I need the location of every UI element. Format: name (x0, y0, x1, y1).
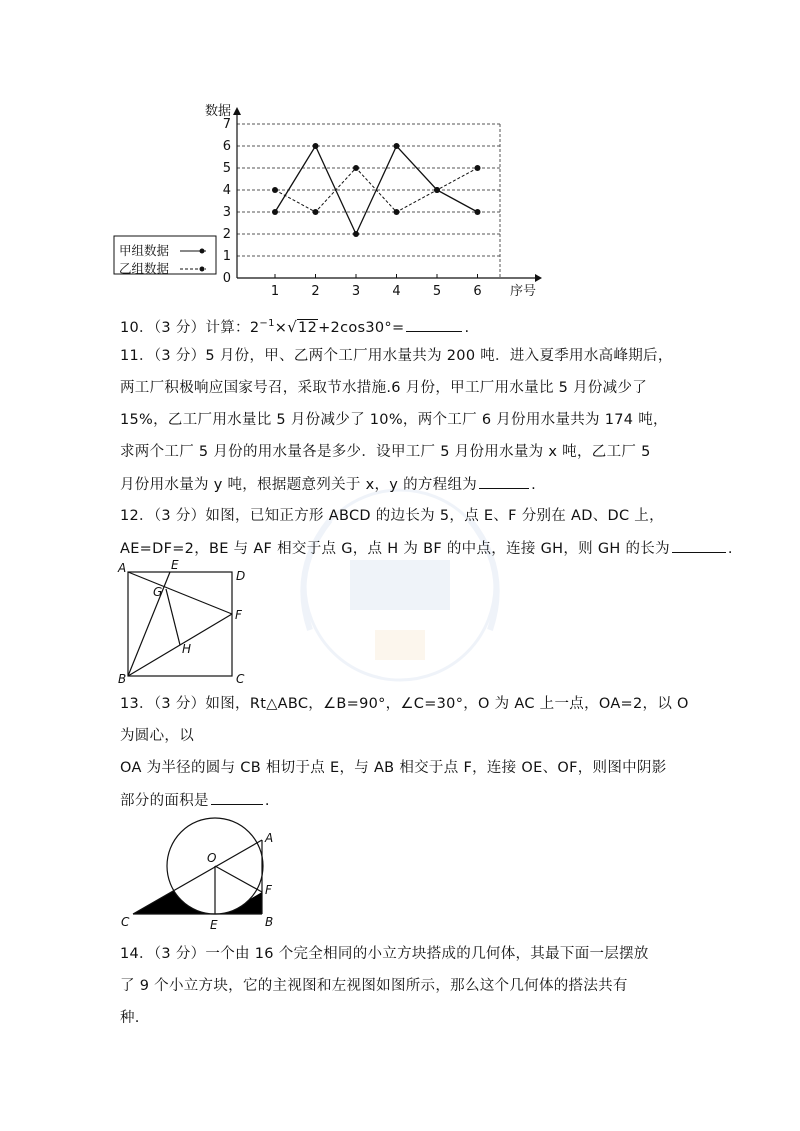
q13-line-4 (120, 790, 270, 811)
label-b: B (265, 915, 274, 929)
q12-line-2-end: . (727, 541, 733, 557)
label-c: C (236, 672, 245, 685)
x-tick-label: 6 (473, 284, 482, 299)
label-b: B (118, 672, 127, 685)
legend-label: 甲组数据 (119, 243, 170, 258)
q10-times: × (274, 319, 288, 336)
label-h: H (182, 642, 192, 656)
x-tick-label: 2 (311, 284, 320, 299)
legend-swatch-dot (200, 249, 205, 254)
q11-line-3: 15%，乙工厂用水量比 5 月份减少了 10%，两个工厂 6 月份用水量共为 174 吨， (120, 412, 668, 428)
data-point (272, 187, 278, 193)
data-point (434, 187, 440, 193)
x-tick-label: 5 (432, 284, 442, 299)
square-figure (115, 560, 255, 685)
data-point (353, 231, 359, 237)
y-axis-label: 数据 (205, 104, 232, 119)
x-tick-label: 1 (270, 284, 280, 299)
q14-line-1: 14．（3 分）一个由 16 个完全相同的小立方块搭成的几何体，其最下面一层摆放 (120, 946, 649, 962)
label-o: O (207, 851, 217, 865)
x-tick-label: 3 (351, 284, 361, 299)
data-point (313, 143, 319, 149)
q12-line-1: 12．（3 分）如图，已知正方形 ABCD 的边长为 5，点 E、F 分别在 AD、DC 上， (120, 508, 664, 524)
legend-swatch-dot (200, 267, 205, 272)
y-tick-label: 5 (222, 161, 231, 176)
q11-line-4: 求两个工厂 5 月份的用水量各是多少．设甲工厂 5 月份用水量为 x 吨，乙工厂 5 (120, 444, 651, 460)
y-tick-label: 1 (222, 249, 231, 264)
y-tick-label: 7 (222, 117, 231, 132)
q13-line-4-text: 部分的面积是 (120, 793, 209, 809)
y-tick-label: 6 (222, 139, 231, 154)
label-e: E (171, 560, 179, 572)
q10-rest: +2cos30°= (318, 319, 405, 336)
answer-blank (211, 790, 263, 805)
segment-be (128, 572, 170, 676)
q13-line-3: OA 为半径的圆与 CB 相切于点 E，与 AB 相交于点 F，连接 OE、OF，则图中阴影 (120, 760, 667, 776)
data-point (272, 209, 278, 215)
x-axis-arrow-icon (535, 274, 542, 282)
y-tick-label: 0 (222, 271, 231, 286)
q10-exponent: −1 (259, 318, 275, 329)
segment-af (128, 572, 232, 614)
q13-line-1: 13．（3 分）如图，Rt△ABC，∠B=90°，∠C=30°，O 为 AC 上一点，OA=2，以 O (120, 696, 689, 712)
data-point (394, 143, 400, 149)
q13-line-2: 为圆心，以 (120, 728, 194, 744)
q11-line-2: 两工厂积极响应国家号召，采取节水措施.6 月份，甲工厂用水量比 5 月份减少了 (120, 380, 648, 396)
q14-line-2: 了 9 个小立方块，它的主视图和左视图如图所示，那么这个几何体的搭法共有 (120, 978, 628, 994)
question-10 (120, 314, 469, 338)
q11-line-1: 11．（3 分）5 月份，甲、乙两个工厂用水量共为 200 吨．进入夏季用水高峰期后， (120, 348, 673, 364)
q10-radicand: 12 (298, 319, 318, 336)
y-tick-label: 3 (222, 205, 231, 220)
y-axis-arrow-icon (233, 107, 241, 115)
q12-line-2 (120, 538, 733, 559)
y-tick-label: 4 (222, 183, 231, 198)
label-a: A (118, 561, 127, 575)
q10-end: . (464, 319, 470, 336)
legend-label: 乙组数据 (119, 261, 170, 276)
answer-blank (406, 317, 462, 332)
q10-text: 计算：2 (205, 319, 260, 336)
data-point (475, 209, 481, 215)
segment-gh (166, 589, 180, 645)
q10-score: （3 分） (153, 319, 206, 336)
data-point (394, 209, 400, 215)
label-f: F (235, 608, 242, 622)
q12-line-2-text: AE=DF=2，BE 与 AF 相交于点 G，点 H 为 BF 的中点，连接 GH，则 GH 的长为 (120, 541, 670, 557)
y-tick-label: 2 (222, 227, 231, 242)
line-chart (110, 95, 550, 305)
answer-blank (672, 538, 726, 553)
q13-line-4-end: . (264, 793, 270, 809)
answer-blank (479, 474, 529, 489)
square-abcd (128, 572, 232, 676)
q11-line-5 (120, 474, 536, 495)
label-a: A (265, 831, 274, 845)
q11-line-5-text: 月份用水量为 y 吨，根据题意列关于 x，y 的方程组为 (120, 477, 478, 493)
data-point (353, 165, 359, 171)
x-tick-label: 4 (392, 284, 401, 299)
label-c: C (121, 915, 130, 929)
q11-line-5-end: . (531, 477, 536, 493)
sqrt-symbol-icon: √ (287, 317, 298, 336)
circle-figure (115, 810, 285, 930)
data-point (475, 165, 481, 171)
label-e: E (210, 918, 218, 930)
label-f: F (265, 883, 272, 897)
label-g: G (153, 585, 163, 599)
q10-number: 10． (120, 319, 154, 336)
x-axis-label: 序号 (510, 284, 537, 299)
q14-line-3: 种. (120, 1010, 140, 1026)
label-d: D (236, 569, 246, 583)
data-point (313, 209, 319, 215)
